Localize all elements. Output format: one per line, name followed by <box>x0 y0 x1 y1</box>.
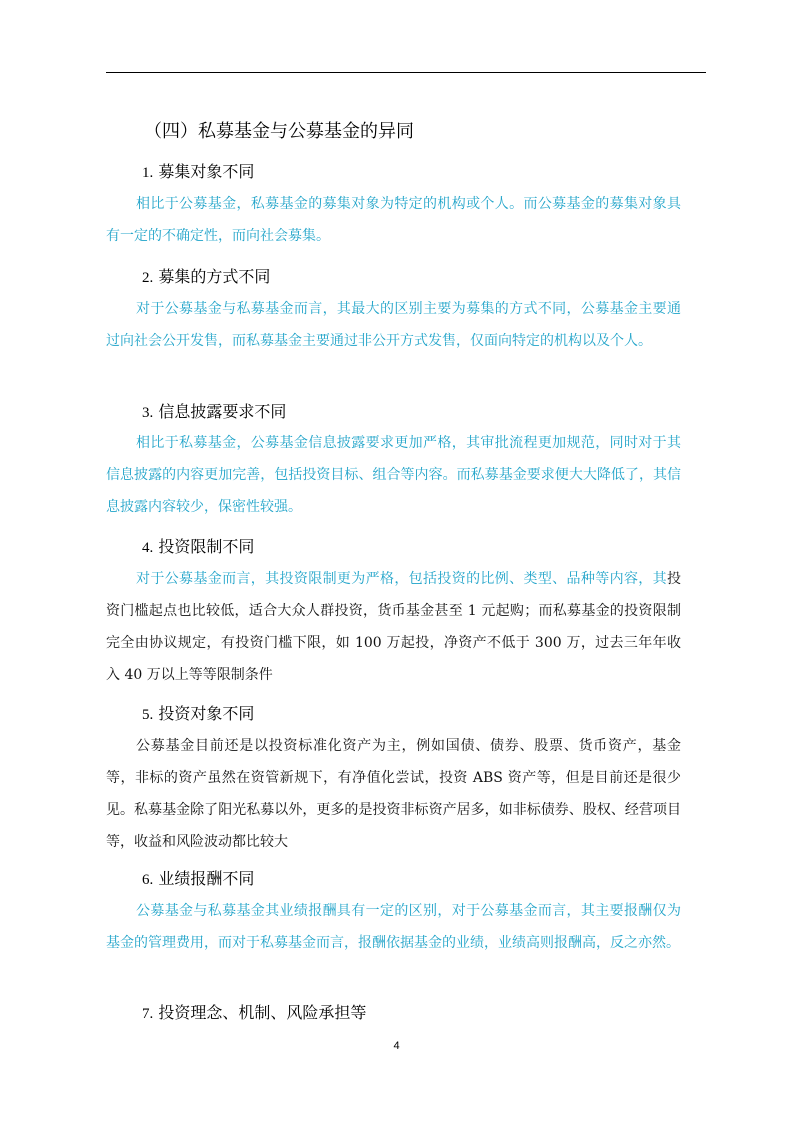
paragraph-5: 公募基金目前还是以投资标准化资产为主，例如国债、债券、股票、货币资产，基金等，非标的资产虽然在资管新规下，有净值化尝试，投资 ABS 资产等，但是目前还是很少见。私募基金除了阳光私募以外，更多的是投资非标资产居多，如非标债券、股权、经营项目等，收益和风险波动都比较大 <box>106 738 681 850</box>
heading-number: 1. <box>142 165 154 181</box>
paragraph-6: 公募基金与私募基金其业绩报酬具有一定的区别，对于公募基金而言，其主要报酬仅为基金的管理费用，而对于私募基金而言，报酬依据基金的业绩，业绩高则报酬高，反之亦然。 <box>106 903 681 951</box>
heading-3 <box>142 399 286 422</box>
header-rule <box>106 72 706 73</box>
heading-5 <box>142 701 254 724</box>
heading-number: 7. <box>142 1006 154 1022</box>
page-number: 4 <box>393 1040 400 1052</box>
paragraph-1: 相比于公募基金，私募基金的募集对象为特定的机构或个人。而公募基金的募集对象具有一定的不确定性，而向社会募集。 <box>106 196 681 244</box>
heading-text: 业绩报酬不同 <box>158 869 255 888</box>
heading-number: 4. <box>142 540 154 556</box>
heading-7 <box>142 1000 366 1023</box>
heading-6 <box>142 866 254 889</box>
heading-4 <box>142 534 254 557</box>
paragraph-2: 对于公募基金与私募基金而言，其最大的区别主要为募集的方式不同，公募基金主要通过向社会公开发售，而私募基金主要通过非公开方式发售，仅面向特定的机构以及个人。 <box>106 301 681 349</box>
heading-text: 投资对象不同 <box>158 704 255 723</box>
heading-2 <box>142 264 270 287</box>
heading-number: 6. <box>142 872 154 888</box>
paragraph-3: 相比于私募基金，公募基金信息披露要求更加严格，其审批流程更加规范，同时对于其信息披露的内容更加完善，包括投资目标、组合等内容。而私募基金要求便大大降低了，其信息披露内容较少，保密性较强。 <box>106 435 681 515</box>
heading-text: 信息披露要求不同 <box>158 402 287 421</box>
paragraph-4 <box>106 563 681 691</box>
paragraph-4-highlight: 对于公募基金而言，其投资限制更为严格，包括投资的比例、类型、品种等内容，其 <box>136 571 667 587</box>
section-title: （四）私募基金与公募基金的异同 <box>144 121 414 142</box>
heading-text: 投资理念、机制、风险承担等 <box>158 1003 367 1022</box>
heading-1 <box>142 159 254 182</box>
heading-text: 募集的方式不同 <box>158 267 271 286</box>
paragraph-4-rest: 投资门槛起点也比较低，适合大众人群投资，货币基金甚至 1 元起购；而私募基金的投资限制完全由协议规定，有投资门槛下限，如 100 万起投，净资产不低于 300 万，过去三年年收入 40 万以上等等限制条件 <box>106 571 681 683</box>
heading-number: 5. <box>142 707 154 723</box>
heading-number: 2. <box>142 270 154 286</box>
heading-number: 3. <box>142 405 154 421</box>
heading-text: 投资限制不同 <box>158 537 255 556</box>
heading-text: 募集对象不同 <box>158 162 255 181</box>
